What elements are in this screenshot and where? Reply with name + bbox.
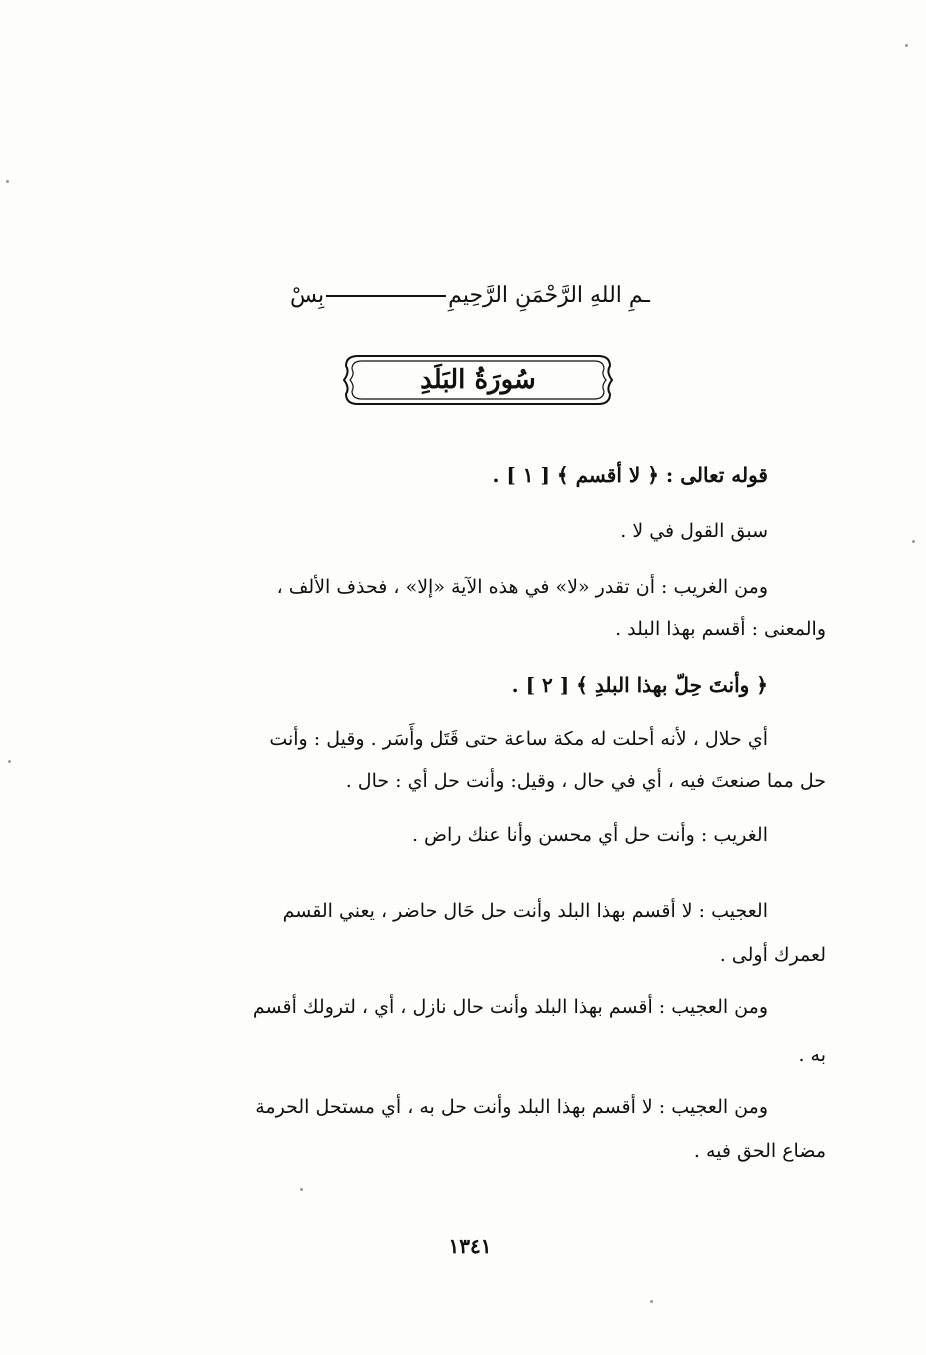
scan-speck [8,760,11,763]
surah-title: سُورَةُ البَلَدِ [420,365,536,395]
verse-1-line: قوله تعالى : ﴿ لا أقسم ﴾ [ ١ ] . [492,463,768,487]
page-number: ١٣٤١ [448,1234,492,1258]
body-line-2: سبق القول في لا . [620,520,768,542]
basmala-kashida [326,295,446,297]
scan-speck [905,44,908,47]
body-line-10: لعمرك أولى . [719,944,826,966]
basmala-start: بِسْ [290,283,325,308]
body-line-7: حل مما صنعتَ فيه ، أي في حال ، وقيل: وأنت حل أي : حال . [345,770,826,792]
basmala-end: ـمِ اللهِ الرَّحْمَنِ الرَّحِيمِ [448,283,650,308]
body-line-4: والمعنى : أقسم بهذا البلد . [615,618,826,640]
body-line-11: ومن العجيب : أقسم بهذا البلد وأنت حال نازل ، أي ، لترولك أقسم [252,996,768,1018]
body-line-12: به . [798,1044,826,1066]
basmala-header [290,278,650,314]
verse-2-line: ﴿ وأنتَ حِلّ بهذا البلدِ ﴾ [ ٢ ] . [511,673,768,697]
body-line-3: ومن الغريب : أن تقدر «لا» في هذه الآية «إلا» ، فحذف الألف ، [276,576,768,598]
body-line-13: ومن العجيب : لا أقسم بهذا البلد وأنت حل به ، أي مستحل الحرمة [255,1096,768,1118]
body-line-9: العجيب : لا أقسم بهذا البلد وأنت حل حَال حاضر ، يعني القسم [282,900,768,922]
body-line-14: مضاع الحق فيه . [693,1140,826,1162]
surah-title-frame [340,352,616,408]
body-line-8: الغريب : وأنت حل أي محسن وأنا عنك راض . [411,824,768,846]
scan-speck [650,1300,653,1303]
scan-speck [6,180,9,183]
body-line-6: أي حلال ، لأنه أحلت له مكة ساعة حتى قَتَل وأَسَر . وقيل : وأنت [269,728,768,750]
scan-speck [300,1188,303,1191]
scan-speck [912,540,915,543]
